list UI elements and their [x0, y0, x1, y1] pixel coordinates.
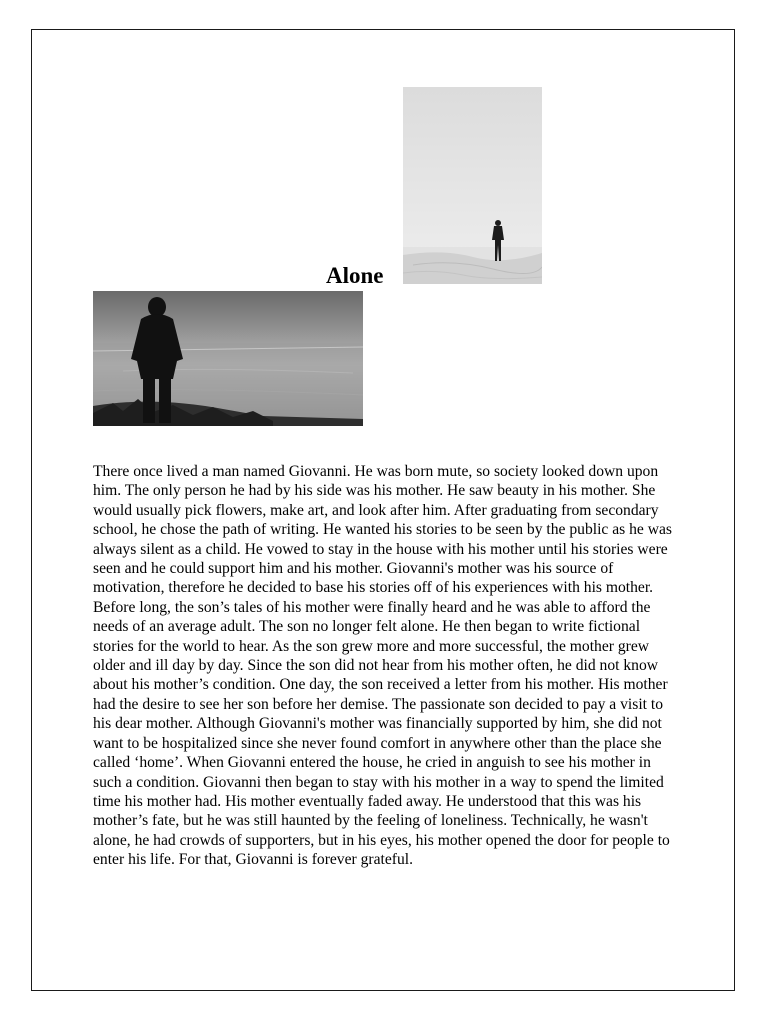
- figure-standing-on-snowy-shore-photo: [403, 87, 542, 284]
- man-facing-sea-photo: [93, 291, 363, 426]
- story-title: Alone: [326, 263, 384, 288]
- story-body-text: There once lived a man named Giovanni. He was born mute, so society looked down upon him. The only person he had by his side was his mother. He saw beauty in his mother. She would usually pick flowers, make art, and look after him. After graduating from secondary school, he chose the path of writing. He wanted his stories to be seen by the public as he was always silent as a child. He vowed to stay in the house with his mother until his stories were seen and he could support him and his mother. Giovanni's mother was his source of motivation, therefore he decided to base his stories off of his experiences with his mother. Before long, the son’s tales of his mother were finally heard and he was able to afford the needs of an average adult. The son no longer felt alone. He then began to write fictional stories for the world to hear. As the son grew more and more successful, the mother grew older and ill day by day. Since the son did not hear from his mother often, he did not know about his mother’s condition. One day, the son received a letter from his mother. His mother had the desire to see her son before her demise. The passionate son decided to pay a visit to his dear mother. Although Giovanni's mother was financially supported by him, she did not want to be hospitalized since she never found comfort in anywhere other than the place she called ‘home’. When Giovanni entered the house, he cried in anguish to see his mother in such a condition. Giovanni then began to stay with his mother in a way to spend the limited time his mother had. His mother eventually faded away. He understood that this was his mother’s fate, but he was still haunted by the feeling of loneliness. Technically, he wasn't alone, he had crowds of supporters, but in his eyes, his mother opened the door for people to enter his life. For that, Giovanni is forever grateful.: [93, 463, 672, 869]
